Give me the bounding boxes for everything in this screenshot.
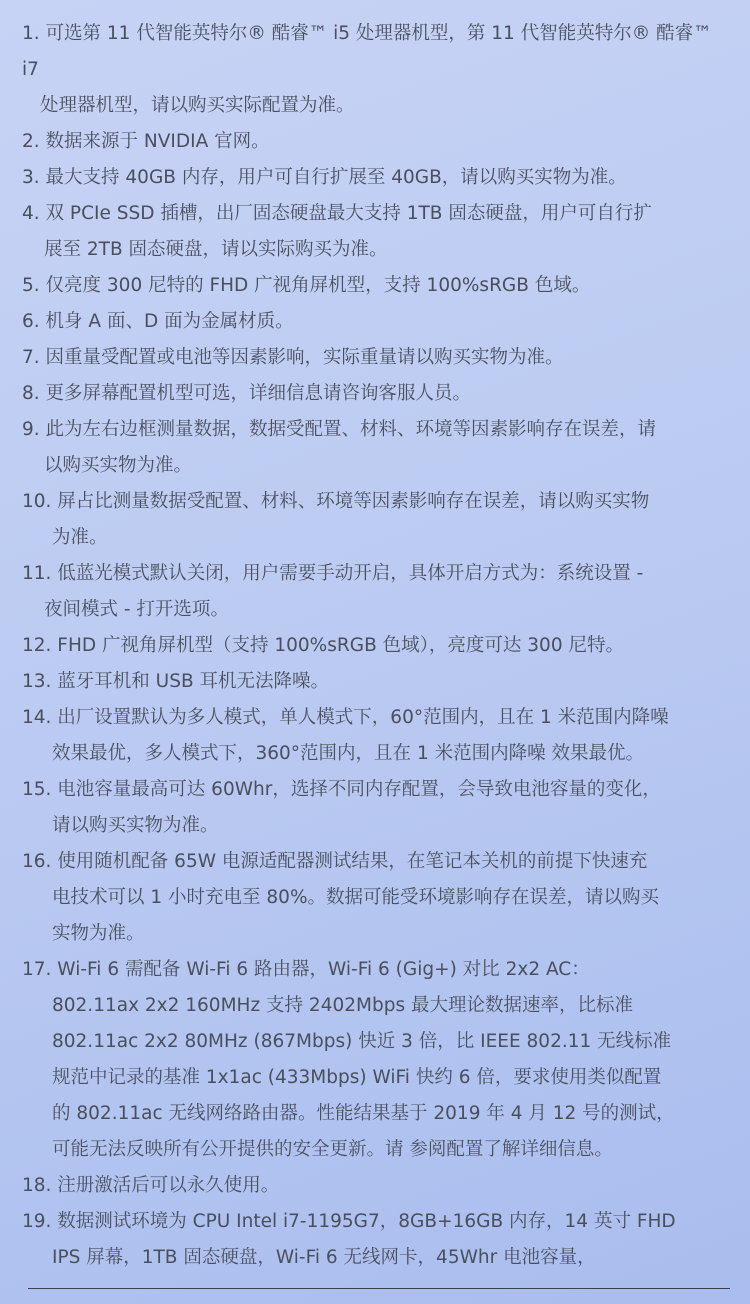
footnote-4-line-1: 4. 双 PCIe SSD 插槽，出厂固态硬盘最大支持 1TB 固态硬盘，用户可自行扩	[22, 203, 652, 224]
footnote-3: 3. 最大支持 40GB 内存，用户可自行扩展至 40GB，请以购买实物为准。	[22, 167, 627, 188]
footnote-1-line-2: i7	[22, 59, 39, 80]
footnote-9-line-2: 以购买实物为准。	[44, 455, 193, 476]
footnotes-list	[22, 16, 727, 1276]
footnote-4-line-2: 展至 2TB 固态硬盘，请以实际购买为准。	[44, 239, 388, 260]
footnote-15-line-1: 15. 电池容量最高可达 60Whr，选择不同内存配置，会导致电池容量的变化，	[22, 779, 661, 800]
footnote-16-line-1: 16. 使用随机配备 65W 电源适配器测试结果，在笔记本关机的前提下快速充	[22, 851, 648, 872]
footnote-18: 18. 注册激活后可以永久使用。	[22, 1175, 280, 1196]
footnote-16-line-3: 实物为准。	[52, 923, 145, 944]
footnote-7: 7. 因重量受配置或电池等因素影响，实际重量请以购买实物为准。	[22, 347, 564, 368]
footnote-1-line-3: 处理器机型，请以购买实际配置为准。	[40, 95, 355, 116]
footnote-1-line-1: 1. 可选第 11 代智能英特尔® 酷睿™ i5 处理器机型，第 11 代智能英特尔® 酷睿™	[22, 23, 712, 44]
footnote-14-line-2: 效果最优，多人模式下，360°范围内，且在 1 米范围内降噪 效果最优。	[52, 743, 644, 764]
footnote-14-line-1: 14. 出厂设置默认为多人模式，单人模式下，60°范围内，且在 1 米范围内降噪	[22, 707, 669, 728]
footnote-11-line-2: 夜间模式 - 打开选项。	[44, 599, 229, 620]
footnote-19-line-2: IPS 屏幕，1TB 固态硬盘，Wi-Fi 6 无线网卡，45Whr 电池容量，	[52, 1247, 596, 1268]
footnote-12: 12. FHD 广视角屏机型（支持 100%sRGB 色域），亮度可达 300 尼特。	[22, 635, 624, 656]
footnote-5: 5. 仅亮度 300 尼特的 FHD 广视角屏机型，支持 100%sRGB 色域。	[22, 275, 591, 296]
footnote-11-line-1: 11. 低蓝光模式默认关闭，用户需要手动开启，具体开启方式为：系统设置 -	[22, 563, 644, 584]
footnote-17-line-2: 802.11ax 2x2 160MHz 支持 2402Mbps 最大理论数据速率，比标准	[52, 995, 633, 1016]
footnote-17-line-4: 规范中记录的基准 1x1ac (433Mbps) WiFi 快约 6 倍，要求使用类似配置	[52, 1067, 662, 1088]
footnote-2: 2. 数据来源于 NVIDIA 官网。	[22, 131, 270, 152]
footnote-10-line-2: 为准。	[52, 527, 108, 548]
footnote-17-line-6: 可能无法反映所有公开提供的安全更新。请 参阅配置了解详细信息。	[52, 1139, 613, 1160]
footnote-17-line-1: 17. Wi-Fi 6 需配备 Wi-Fi 6 路由器，Wi-Fi 6 (Gig+) 对比 2x2 AC：	[22, 959, 590, 980]
footnote-10-line-1: 10. 屏占比测量数据受配置、材料、环境等因素影响存在误差，请以购买实物	[22, 491, 650, 512]
footnote-6: 6. 机身 A 面、D 面为金属材质。	[22, 311, 294, 332]
footnote-9-line-1: 9. 此为左右边框测量数据，数据受配置、材料、环境等因素影响存在误差，请	[22, 419, 657, 440]
footnote-17-line-3: 802.11ac 2x2 80MHz (867Mbps) 快近 3 倍，比 IEEE 802.11 无线标准	[52, 1031, 672, 1052]
footnote-17-line-5: 的 802.11ac 无线网络路由器。性能结果基于 2019 年 4 月 12 号的测试，	[52, 1103, 675, 1124]
footnote-19-line-1: 19. 数据测试环境为 CPU Intel i7-1195G7，8GB+16GB 内存，14 英寸 FHD	[22, 1211, 676, 1232]
footnote-15-line-2: 请以购买实物为准。	[52, 815, 219, 836]
bottom-divider	[28, 1288, 730, 1289]
footnote-13: 13. 蓝牙耳机和 USB 耳机无法降噪。	[22, 671, 330, 692]
footnote-16-line-2: 电技术可以 1 小时充电至 80%。数据可能受环境影响存在误差，请以购买	[52, 887, 660, 908]
footnote-8: 8. 更多屏幕配置机型可选，详细信息请咨询客服人员。	[22, 383, 472, 404]
